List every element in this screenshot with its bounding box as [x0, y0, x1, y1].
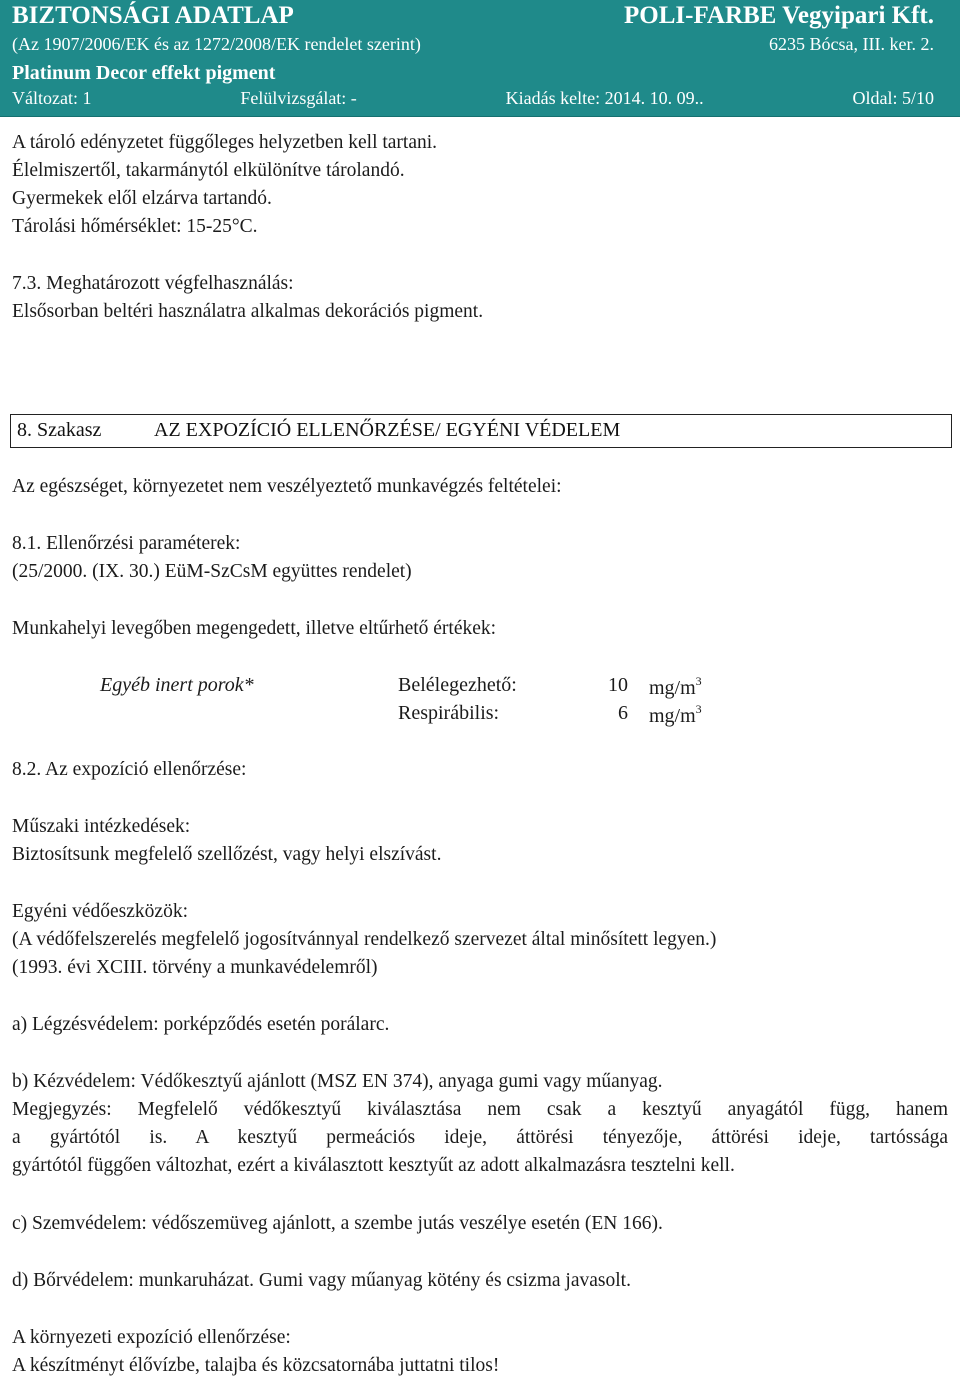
section-8-heading — [10, 414, 952, 448]
company-name: POLI-FARBE Vegyipari Kft. — [624, 2, 934, 29]
storage-line-4: Tárolási hőmérséklet: 15-25°C. — [12, 216, 258, 237]
storage-line-1: A tároló edényzetet függőleges helyzetben kell tartani. — [12, 132, 438, 153]
issue-date: Kiadás kelte: 2014. 10. 09.. — [505, 88, 704, 108]
p81-regulation: (25/2000. (IX. 30.) EüM-SzCsM együttes rendelet) — [12, 561, 412, 582]
section-title: AZ EXPOZÍCIÓ ELLENŐRZÉSE/ EGYÉNI VÉDELEM — [154, 419, 621, 441]
substance-name: Egyéb inert porok* — [100, 674, 254, 696]
enduse-text: Elsősorban beltéri használatra alkalmas dekorációs pigment. — [12, 301, 484, 322]
skin-protection: d) Bőrvédelem: munkaruházat. Gumi vagy műanyag kötény és csizma javasolt. — [12, 1270, 631, 1291]
page-number: Oldal: 5/10 — [852, 88, 934, 108]
note-line-1: Megjegyzés: Megfelelő védőkesztyű kiválasztása nem csak a kesztyű anyagától függ, hanem — [12, 1099, 948, 1120]
env-text: A készítményt élővízbe, talajba és közcsatornába juttatni tilos! — [12, 1355, 500, 1376]
unit-exponent: 3 — [695, 674, 702, 688]
note-line-3: gyártótól függően változhat, ezért a kiválasztott kesztyűt az adott alkalmazásra tesztelni kell. — [12, 1155, 735, 1176]
respiratory-protection: a) Légzésvédelem: porképződés esetén porálarc. — [12, 1014, 390, 1035]
tech-title: Műszaki intézkedések: — [12, 816, 191, 837]
eye-protection: c) Szemvédelem: védőszemüveg ajánlott, a szembe jutás veszélye esetén (EN 166). — [12, 1213, 663, 1234]
header-row-product — [12, 62, 934, 85]
section-intro: Az egészséget, környezetet nem veszélyeztető munkavégzés feltételei: — [12, 476, 562, 497]
company-address: 6235 Bócsa, III. ker. 2. — [769, 34, 934, 54]
p81-limits-intro: Munkahelyi levegőben megengedett, illetve eltűrhető értékek: — [12, 618, 497, 639]
unit-exponent: 3 — [695, 702, 702, 716]
revision: Felülvizsgálat: - — [240, 88, 357, 108]
document-header — [0, 0, 960, 117]
header-row-title — [12, 2, 934, 30]
hand-protection: b) Kézvédelem: Védőkesztyű ajánlott (MSZ EN 374), anyaga gumi vagy műanyag. — [12, 1071, 663, 1092]
enduse-title: 7.3. Meghatározott végfelhasználás: — [12, 273, 294, 294]
tech-text: Biztosítsunk megfelelő szellőzést, vagy helyi elszívást. — [12, 844, 442, 865]
version: Változat: 1 — [12, 88, 92, 108]
limit-unit-inhalable — [649, 674, 702, 700]
limit-label-respirable: Respirábilis: — [398, 702, 500, 724]
product-name: Platinum Decor effekt pigment — [12, 62, 276, 84]
header-row-regulation — [12, 34, 934, 55]
limit-unit-respirable — [649, 702, 702, 728]
limit-label-inhalable: Belélegezhető: — [398, 674, 517, 696]
env-title: A környezeti expozíció ellenőrzése: — [12, 1327, 291, 1348]
p82-title: 8.2. Az expozíció ellenőrzése: — [12, 759, 247, 780]
regulation-text: (Az 1907/2006/EK és az 1272/2008/EK rendelet szerint) — [12, 34, 421, 54]
storage-line-3: Gyermekek elől elzárva tartandó. — [12, 188, 272, 209]
unit-text: mg/m — [649, 705, 696, 727]
limit-value-inhalable: 10 — [608, 674, 628, 696]
ppe-title: Egyéni védőeszközök: — [12, 901, 188, 922]
p81-title: 8.1. Ellenőrzési paraméterek: — [12, 533, 241, 554]
ppe-line-1: (A védőfelszerelés megfelelő jogosítvánnyal rendelkező szervezet által minősített legyen.) — [12, 929, 717, 950]
ppe-line-2: (1993. évi XCIII. törvény a munkavédelemről) — [12, 957, 378, 978]
note-line-2: a gyártótól is. A kesztyű permeációs ideje, áttörési tényezője, áttörési ideje, tartóssága — [12, 1127, 948, 1148]
document-title: BIZTONSÁGI ADATLAP — [12, 2, 294, 29]
storage-line-2: Élelmiszertől, takarmánytól elkülönítve tárolandó. — [12, 160, 405, 181]
header-row-meta — [12, 88, 934, 109]
unit-text: mg/m — [649, 677, 696, 699]
section-number: 8. Szakasz — [17, 419, 102, 441]
limit-value-respirable: 6 — [618, 702, 628, 724]
